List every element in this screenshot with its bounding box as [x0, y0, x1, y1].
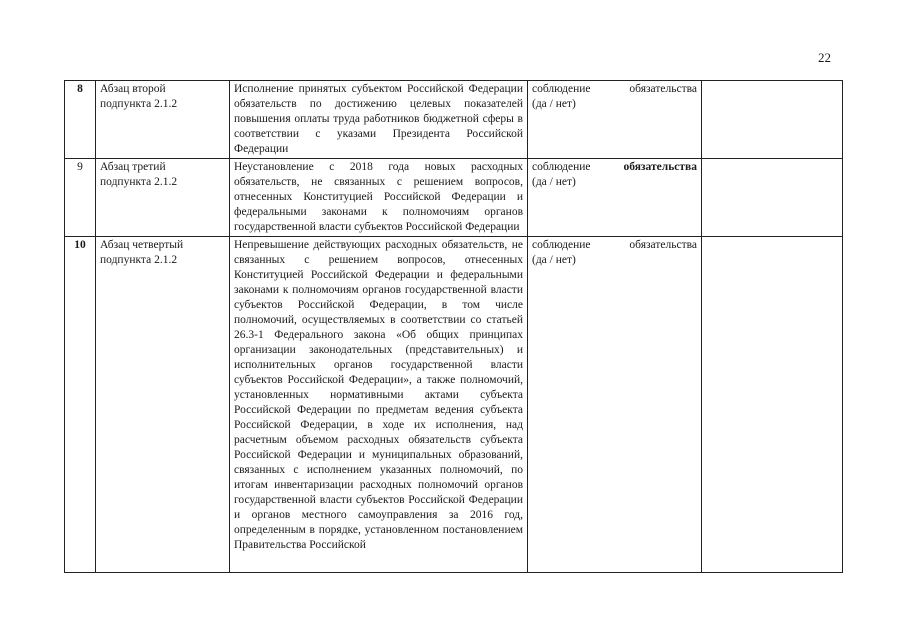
- empty-cell: [702, 159, 843, 237]
- criterion: [528, 237, 702, 573]
- criterion-options: (да / нет): [532, 254, 576, 266]
- paragraph-line: подпункта 2.1.2: [100, 98, 178, 110]
- empty-cell: [702, 237, 843, 573]
- row-number: 8: [65, 81, 96, 159]
- paragraph-line: Абзац второй: [100, 83, 166, 95]
- requirement-description: Непревышение действующих расходных обязательств, не связанных с решением вопросов, отнесенных Конституцией Российской Федерации и федеральными законами к полномочиям органов государственной власти субъектов Российской Федерации, в том числе полномочий, осуществляемых в соответствии со статьей 26.3-1 Федерального закона «Об общих принципах организации законодательных (представительных) и исполнительных органов государственной власти субъектов Российской Федерации», а также полномочий, установленных нормативными актами субъекта Российской Федерации по предметам ведения субъекта Российской Федерации, в ходе их исполнения, над расчетным объемом расходных обязательств субъекта Российской Федерации и муниципальных образований, связанных с исполнением указанных полномочий, по итогам инвентаризации расходных полномочий органов государственной власти субъектов Российской Федерации и органов местного самоуправления за 2016 год, определенным в порядке, установленном постановлением Правительства Российской: [230, 237, 528, 573]
- paragraph-line: подпункта 2.1.2: [100, 176, 178, 188]
- criterion-options: (да / нет): [532, 176, 576, 188]
- paragraph-reference: [96, 237, 230, 573]
- criterion: [528, 159, 702, 237]
- table-row: [65, 237, 843, 573]
- requirement-description: Неустановление с 2018 года новых расходных обязательств, не связанных с решением вопросов, отнесенных Конституцией Российской Федерации и федеральными законами к полномочиям органов государственной власти субъектов Российской Федерации: [230, 159, 528, 237]
- criterion-word: соблюдение: [532, 239, 591, 251]
- criterion-word: обязательства: [629, 83, 697, 95]
- paragraph-line: подпункта 2.1.2: [100, 254, 178, 266]
- page-number: 22: [818, 50, 831, 65]
- criterion: [528, 81, 702, 159]
- criterion-word: соблюдение: [532, 161, 591, 173]
- criterion-word: обязательства: [629, 239, 697, 251]
- paragraph-reference: [96, 159, 230, 237]
- requirement-description: Исполнение принятых субъектом Российской Федерации обязательств по достижению целевых показателей повышения оплаты труда работников бюджетной сферы в соответствии с указами Президента Российской Федерации: [230, 81, 528, 159]
- criterion-options: (да / нет): [532, 98, 576, 110]
- criterion-word: соблюдение: [532, 83, 591, 95]
- requirements-table: [64, 80, 843, 573]
- paragraph-reference: [96, 81, 230, 159]
- paragraph-line: Абзац четвертый: [100, 239, 184, 251]
- paragraph-line: Абзац третий: [100, 161, 166, 173]
- empty-cell: [702, 81, 843, 159]
- table-row: [65, 159, 843, 237]
- table-row: [65, 81, 843, 159]
- criterion-word: обязательства: [623, 161, 697, 173]
- row-number: 9: [65, 159, 96, 237]
- row-number: 10: [65, 237, 96, 573]
